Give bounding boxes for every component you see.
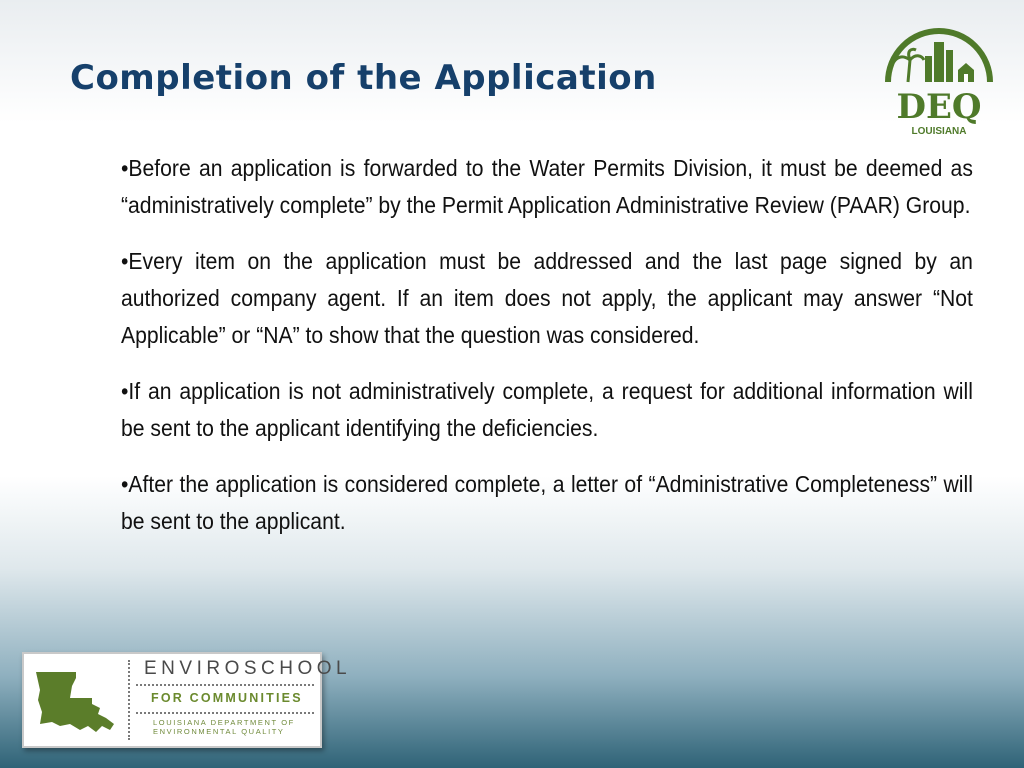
bullet-completeness-letter: •After the application is considered complete, a letter of “Administrative Completeness” will be sent to the applicant.	[121, 471, 973, 534]
enviro-divider	[128, 660, 130, 740]
louisiana-map-icon	[30, 664, 122, 738]
bullet-admin-complete: •Before an application is forwarded to the Water Permits Division, it must be deemed as “administratively complete” by the Permit Application Administrative Review (PAAR) Group.	[121, 155, 973, 218]
enviroschool-subtitle: FOR COMMUNITIES	[151, 691, 303, 705]
bullet-not-complete: •If an application is not administratively complete, a request for additional information will be sent to the applicant identifying the deficiencies.	[121, 378, 973, 441]
enviro-rule-bottom	[136, 712, 314, 714]
enviroschool-title: ENVIROSCHOOL	[144, 658, 352, 679]
deq-louisiana-logo	[880, 20, 998, 138]
enviroschool-dept-line2: ENVIRONMENTAL QUALITY	[153, 727, 285, 736]
enviroschool-logo	[22, 652, 352, 748]
enviro-rule-top	[136, 684, 314, 686]
enviroschool-dept-line1: LOUISIANA DEPARTMENT OF	[153, 718, 295, 727]
deq-subtitle: LOUISIANA	[911, 126, 967, 137]
bullet-every-item: •Every item on the application must be addressed and the last page signed by an authorized company agent. If an item does not apply, the applicant may answer “Not Applicable” or “NA” to show that the question was considered.	[121, 248, 973, 348]
slide-title: Completion of the Application	[70, 58, 657, 98]
deq-skyline-icon	[934, 42, 944, 82]
deq-wordmark: DEQ	[896, 87, 982, 127]
bullet-list	[121, 150, 973, 559]
